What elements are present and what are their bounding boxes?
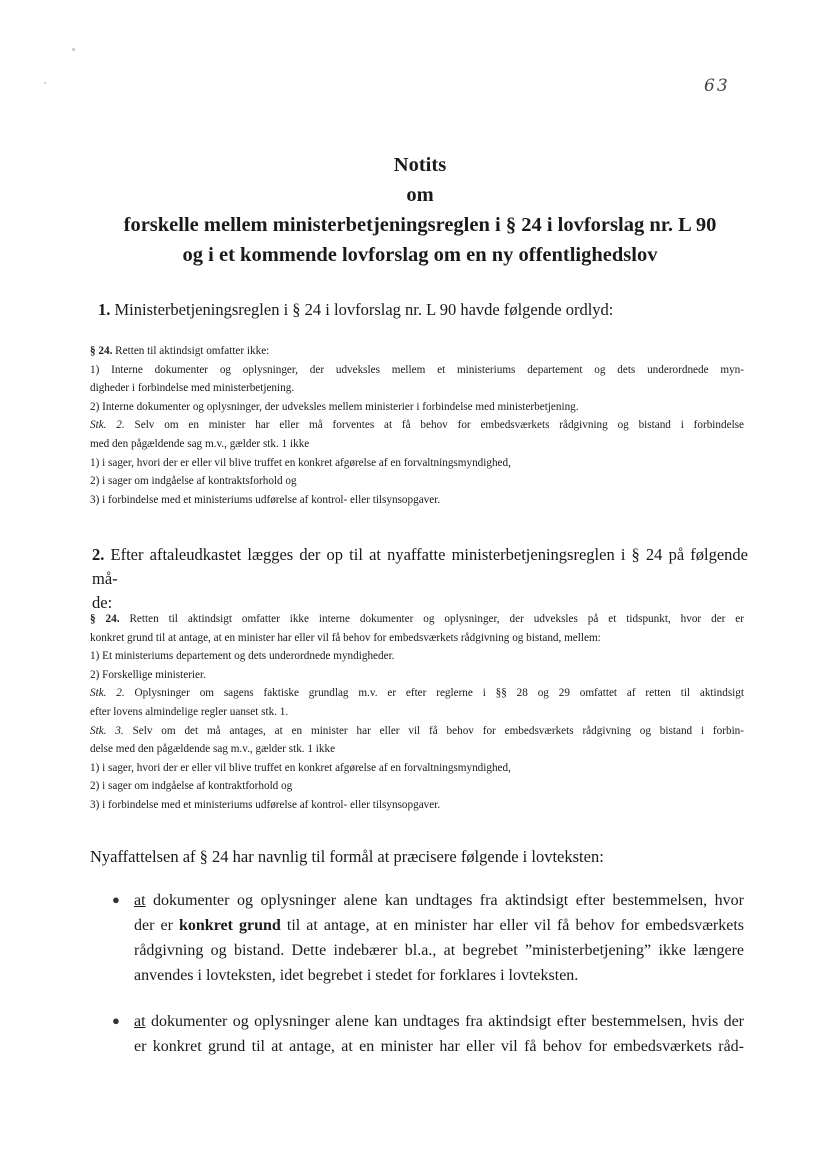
section-heading-text: Ministerbetjeningsreglen i § 24 i lovforslag nr. L 90 havde følgende ordlyd: — [114, 300, 614, 319]
quote-line: 1) i sager, hvori der er eller vil blive truffet en konkret afgørelse af en forvaltningsmyndighed, — [90, 761, 511, 774]
title-line: og i et kommende lovforslag om en ny offentlighedslov — [182, 244, 658, 266]
quote-line: Selv om en minister har eller må forventes at få behov for embedsværkets rådgivning og bistand i forbindelse — [134, 419, 744, 432]
section-number: 1. — [98, 300, 111, 319]
quote-line: 1) Et ministeriums departement og dets underordnede myndigheder. — [90, 650, 395, 663]
title-line: Notits — [393, 154, 447, 176]
scan-speck — [72, 48, 75, 51]
quote-line: 1) Interne dokumenter og oplysninger, der udveksles mellem et ministeriums departement og dets underordnede myn- — [90, 363, 744, 376]
quote-line: Oplysninger om sagens faktiske grundlag m.v. er efter reglerne i §§ 28 og 29 omfattet af retten til aktindsigt — [134, 687, 744, 700]
quote-line: digheder i forbindelse med ministerbetjening. — [90, 382, 295, 395]
quote-line: delse med den pågældende sag m.v., gælder stk. 1 ikke — [90, 743, 336, 756]
section-1-quote — [90, 342, 744, 509]
bullet-text: dokumenter og oplysninger alene kan undtages fra aktindsigt efter bestemmelsen, hvis der — [145, 1013, 744, 1030]
scan-speck — [44, 82, 46, 84]
section-1-heading — [98, 298, 748, 322]
quote-line: Retten til aktindsigt omfatter ikke interne dokumenter og oplysninger, der udveksles på et tidspunkt, hvor der er — [129, 613, 745, 625]
title-line: forskelle mellem ministerbetjeningsreglen i § 24 i lovforslag nr. L 90 — [123, 214, 717, 236]
bullet-emphasis: konkret grund — [179, 917, 281, 934]
quote-line: 2) Interne dokumenter og oplysninger, der udveksles mellem ministerier i forbindelse med ministerbetjening. — [90, 400, 579, 413]
bullet-text: der er — [134, 917, 179, 934]
stk-label: Stk. 3. — [90, 724, 124, 737]
bullet-text: til at antage, at en minister har eller vil få behov for embedsværkets — [280, 917, 745, 934]
section-heading-text: de: — [92, 593, 113, 612]
bullet-text: rådgivning og bistand. Dette indebærer bl.a., at begrebet ”ministerbetjening” ikke længere — [134, 942, 744, 959]
quote-line: 2) i sager om indgåelse af kontraktforhold og — [90, 780, 293, 793]
stk-label: Stk. 2. — [90, 687, 125, 700]
section-heading-text: Efter aftaleudkastet lægges der op til at nyaffatte ministerbetjeningsreglen i § 24 på følgende må- — [92, 545, 749, 588]
intro-paragraph: Nyaffattelsen af § 24 har navnlig til formål at præcisere følgende i lovteksten: — [90, 847, 604, 866]
quote-line: konkret grund til at antage, at en minister har eller vil få behov for embedsværkets rådgivning og bistand, mellem: — [90, 631, 601, 644]
quote-line: efter lovens almindelige regler uanset stk. 1. — [90, 705, 289, 718]
stk-label: Stk. 2. — [90, 419, 125, 432]
quote-line: 3) i forbindelse med et ministeriums udførelse af kontrol- eller tilsynsopgaver. — [90, 493, 441, 506]
quote-line: Retten til aktindsigt omfatter ikke: — [115, 345, 270, 357]
bullet-lead: at — [134, 892, 146, 909]
section-number: 2. — [92, 545, 105, 564]
bullet-lead: at — [134, 1013, 146, 1030]
paragraph-label: § 24. — [90, 345, 113, 357]
section-2-quote — [90, 610, 744, 815]
title-line: om — [406, 184, 434, 206]
paragraph-label: § 24. — [90, 613, 120, 625]
document-title — [60, 150, 780, 270]
handwritten-page-number: 63 — [704, 76, 730, 96]
bullet-icon: ● — [112, 892, 120, 907]
quote-line: med den pågældende sag m.v., gælder stk. 1 ikke — [90, 437, 310, 450]
bullet-text: anvendes i lovteksten, idet begrebet i stedet for forklares i lovteksten. — [134, 967, 579, 984]
bullet-text: dokumenter og oplysninger alene kan undtages fra aktindsigt efter bestemmelsen, hvor — [145, 892, 744, 909]
quote-line: 3) i forbindelse med et ministeriums udførelse af kontrol- eller tilsynsopgaver. — [90, 798, 441, 811]
quote-line: Selv om det må antages, at en minister har eller vil få behov for embedsværkets rådgivning og bistand i forbin- — [132, 724, 744, 737]
quote-line: 2) Forskellige ministerier. — [90, 668, 206, 681]
quote-line: 1) i sager, hvori der er eller vil blive truffet en konkret afgørelse af en forvaltningsmyndighed, — [90, 456, 511, 469]
section-2-heading — [92, 543, 748, 615]
bullet-text: er konkret grund til at antage, at en minister har eller vil få behov for embedsværkets råd- — [134, 1038, 744, 1055]
bullet-icon: ● — [112, 1013, 120, 1028]
quote-line: 2) i sager om indgåelse af kontraktsforhold og — [90, 475, 297, 488]
